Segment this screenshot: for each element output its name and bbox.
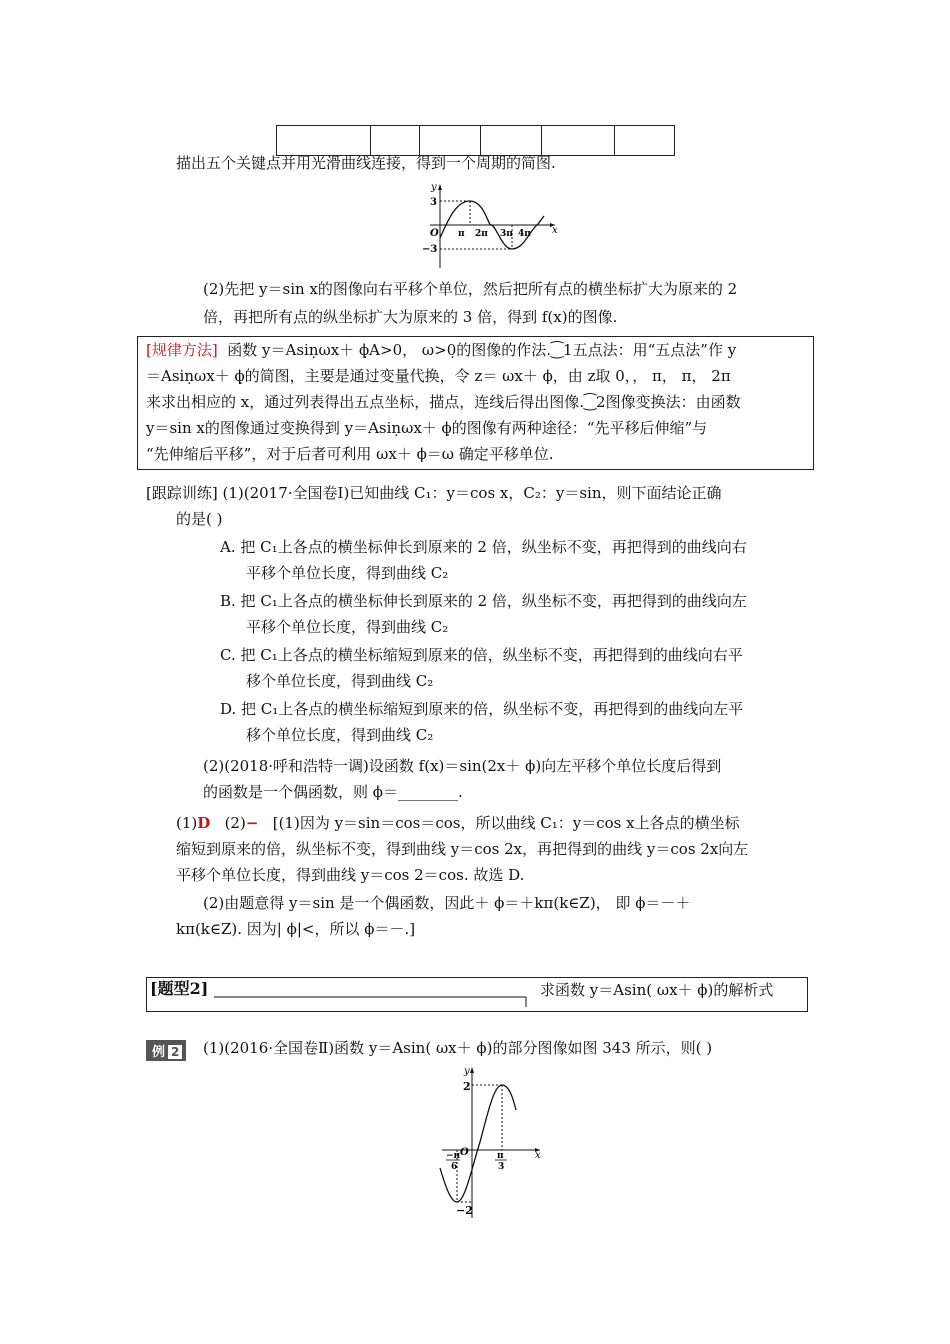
option-c-line1: C. 把 C₁上各点的横坐标缩短到原来的倍，纵坐标不变，再把得到的曲线向右平 (220, 646, 743, 664)
answer-explanation-1: [(1)因为 y＝sin＝cos＝cos，所以曲线 C₁：y＝cos x上各点的横坐标 (272, 814, 740, 832)
table-cell (615, 126, 675, 156)
option-a-line1: A. 把 C₁上各点的横坐标伸长到原来的 2 倍，纵坐标不变，再把得到的曲线向右 (220, 538, 747, 556)
option-b-line2: 平移个单位长度，得到曲线 C₂ (246, 618, 449, 636)
answer2-prefix: (2) (224, 814, 246, 832)
sine-curve (440, 1085, 516, 1202)
left-tick-denominator: 6 (451, 1162, 458, 1172)
answer-line5: kπ(k∈Z). 因为| ϕ|<，所以 ϕ＝－.] (176, 920, 416, 938)
table-cell (481, 126, 542, 156)
example2-text: (1)(2016·全国卷Ⅱ)函数 y＝Asin( ωx＋ ϕ)的部分图像如图 343 所示，则( ) (203, 1039, 713, 1057)
y-max-label: 3 (430, 197, 437, 208)
part2-line1: (2)先把 y＝sin x的图像向右平移个单位，然后把所有点的横坐标扩大为原来的 2 (203, 280, 738, 298)
origin-label: O (460, 1147, 469, 1158)
x-axis-label: x (535, 1150, 541, 1161)
tick-pi: π (458, 229, 465, 239)
answer1-prefix: (1) (176, 814, 198, 832)
answer-line1 (176, 812, 740, 834)
y-axis-label: y (464, 1066, 470, 1077)
answer2-value: − (245, 814, 259, 832)
example-badge-label: 例 (152, 1045, 166, 1060)
method-line3: 来求出相应的 x，通过列表得出五点坐标，描点，连线后得出图像.⁐2图像变换法：由函数 (146, 393, 741, 411)
tick-3pi: 3π (500, 229, 513, 239)
option-c-line2: 移个单位长度，得到曲线 C₂ (246, 672, 434, 690)
table-cell (277, 126, 371, 156)
example-badge (146, 1040, 186, 1061)
training-q1-line2: 的是( ) (176, 510, 223, 528)
method-line2: ＝Asiṇωx＋ ϕ̣的简图，主要是通过变量代换，令 z＝ ωx＋ ϕ，由 z取 0，， π， π， 2π (146, 367, 731, 385)
method-line5: “先伸缩后平移”，对于后者可利用 ωx＋ ϕ＝ω 确定平移单位. (146, 445, 554, 463)
y-axis-arrow (438, 184, 442, 190)
right-tick-denominator: 3 (498, 1162, 505, 1172)
sine-graph-1 (420, 180, 565, 270)
method-text-1: 函数 y＝Asiṇωx＋ ϕ̣A>0， ω>0̣的图像的作法.⁐1五点法：用“五点法”作 y (227, 341, 737, 359)
intro-line: 描出五个关键点并用光滑曲线连接，得到一个周期的简图. (176, 154, 556, 172)
y-min-label: −3 (422, 244, 438, 255)
tick-4pi: 4π (518, 229, 531, 239)
right-tick-numerator: π (497, 1151, 504, 1161)
method-line4: y＝sin x的图像通过变换得到 y＝Asiṇωx＋ ϕ̣的图像有两种途径：“先平移后伸缩”与 (146, 419, 708, 437)
answer-line4: (2)由题意得 y＝sin 是一个偶函数，因此＋ ϕ＝＋kπ(k∈Z)， 即 ϕ＝－＋ (203, 894, 691, 912)
origin-label: O (430, 228, 439, 239)
example-badge-number: 2 (168, 1045, 182, 1059)
table-cell (542, 126, 615, 156)
training-q1-line1: [跟踪训练] (1)(2017·全国卷Ⅰ)已知曲线 C₁：y＝cos x，C₂：y＝sin，则下面结论正确 (146, 484, 722, 502)
method-line1 (146, 339, 736, 361)
part2-line2: 倍，再把所有点的纵坐标扩大为原来的 3 倍，得到 f(x)的图像. (203, 308, 618, 326)
y-axis-label: y (431, 182, 437, 193)
section-title: 求函数 y＝Asin( ωx＋ ϕ)的解析式 (540, 981, 774, 999)
table-cell (371, 126, 420, 156)
answer-line3: 平移个单位长度，得到曲线 y＝cos 2＝cos. 故选 D. (176, 866, 525, 884)
training-q2-line2: 的函数是一个偶函数，则 ϕ＝________. (203, 783, 463, 801)
option-d-line1: D. 把 C₁上各点的横坐标缩短到原来的倍，纵坐标不变，再把得到的曲线向左平 (220, 700, 744, 718)
answer-line2: 缩短到原来的倍，纵坐标不变，得到曲线 y＝cos 2x，再把得到的曲线 y＝cos 2x向左 (176, 840, 749, 858)
sine-graph-2 (432, 1062, 552, 1222)
tick-2pi: 2π (475, 229, 488, 239)
method-tag: [规律方法] (146, 341, 218, 359)
table-cell (420, 126, 481, 156)
y-min-label: −2 (456, 1204, 473, 1217)
left-tick-numerator: −π (446, 1151, 461, 1161)
y-axis-arrow (470, 1067, 474, 1073)
option-d-line2: 移个单位长度，得到曲线 C₂ (246, 726, 434, 744)
x-axis-label: x (552, 225, 558, 236)
section-label: [题型2] (150, 979, 209, 998)
training-q2-line1: (2)(2018·呼和浩特一调)设函数 f(x)＝sin(2x＋ ϕ)向左平移个单位长度后得到 (203, 757, 722, 775)
option-b-line1: B. 把 C₁上各点的横坐标伸长到原来的 2 倍，纵坐标不变，再把得到的曲线向左 (220, 592, 747, 610)
option-a-line2: 平移个单位长度，得到曲线 C₂ (246, 564, 449, 582)
answer1-value: D (197, 814, 211, 832)
y-max-label: 2 (463, 1080, 471, 1093)
